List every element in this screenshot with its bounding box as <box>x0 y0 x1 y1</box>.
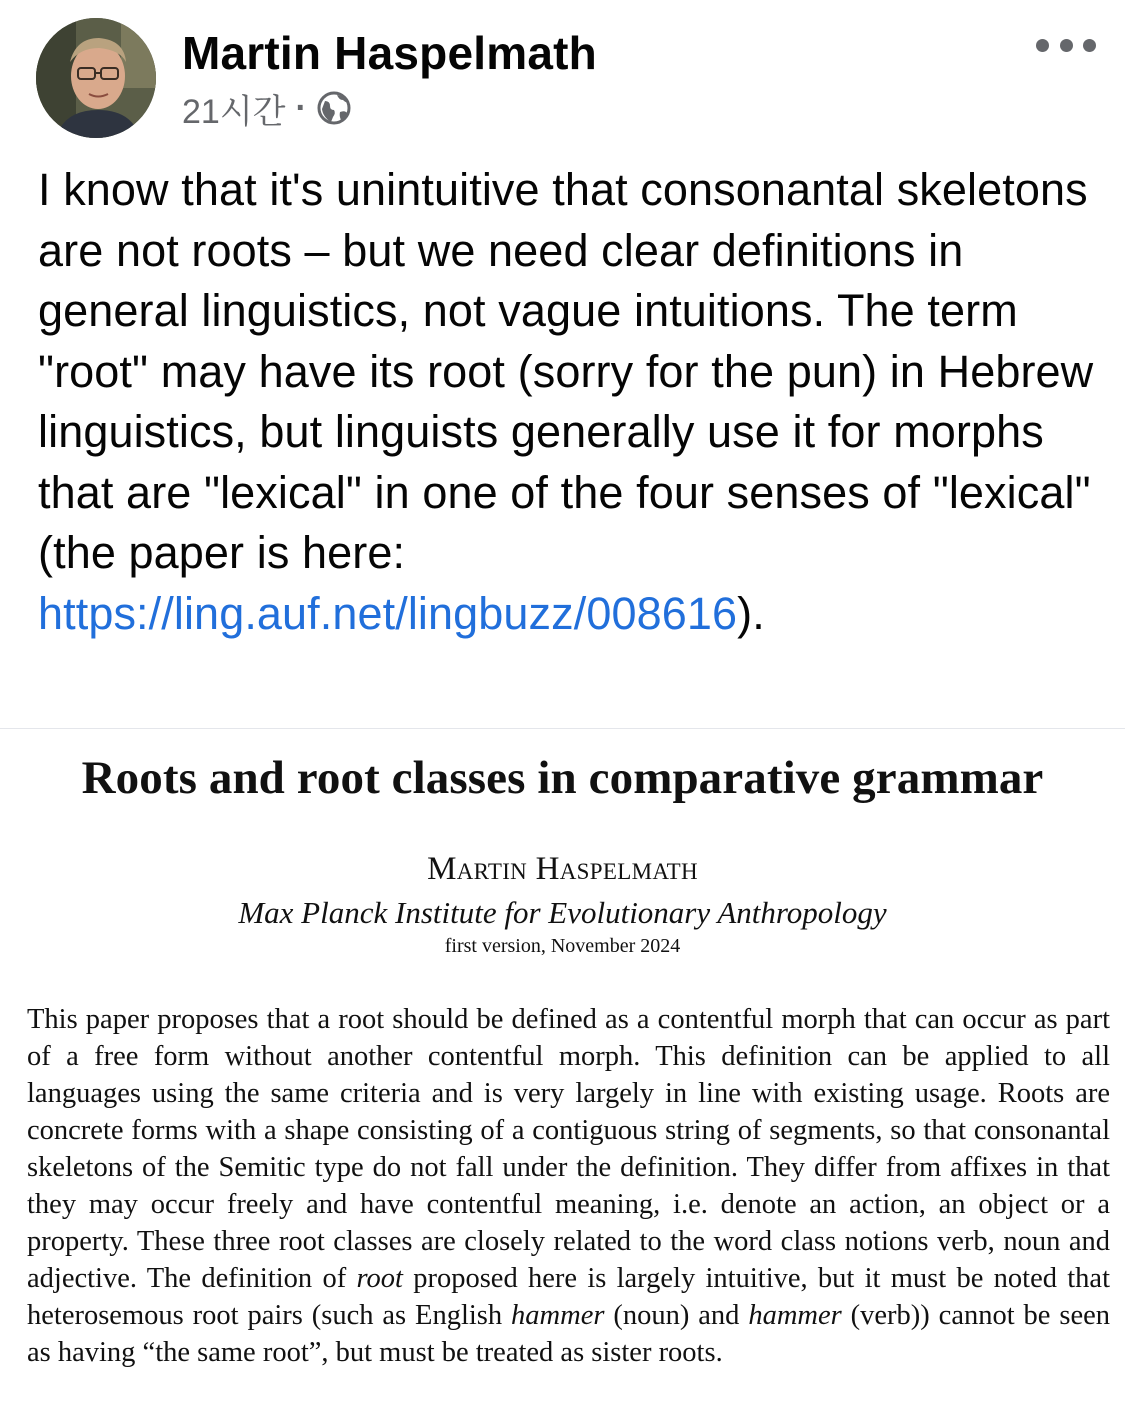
post-text-end: ). <box>737 587 765 639</box>
abstract-text-2: proposed here is largely intuitive, but it must be noted that heterosemous root pairs (such as English <box>27 1263 1110 1331</box>
post-meta <box>182 88 353 131</box>
paper-version: first version, November 2024 <box>444 935 681 957</box>
abstract-italic-root: root <box>356 1263 403 1294</box>
paper-abstract <box>27 1001 1110 1371</box>
globe-icon[interactable] <box>315 89 353 127</box>
paper-title: Roots and root classes in comparative grammar <box>81 752 1044 804</box>
abstract-italic-hammer-noun: hammer <box>511 1300 605 1331</box>
abstract-italic-hammer-verb: hammer <box>748 1300 842 1331</box>
author-name[interactable]: Martin Haspelmath <box>182 27 597 79</box>
paper-author: Martin Haspelmath <box>427 851 698 887</box>
meta-separator: · <box>295 88 307 127</box>
more-horizontal-icon[interactable] <box>1036 30 1096 60</box>
attached-paper-image[interactable] <box>0 728 1125 1422</box>
post-header <box>36 18 1096 140</box>
avatar-image <box>36 18 156 138</box>
avatar[interactable] <box>36 18 156 138</box>
post-text <box>38 160 1098 644</box>
paper-link[interactable]: https://ling.auf.net/lingbuzz/008616 <box>38 587 738 639</box>
paper-affiliation: Max Planck Institute for Evolutionary Anthropology <box>238 895 887 930</box>
abstract-text-3: (noun) and <box>604 1300 749 1331</box>
post-timestamp[interactable]: 21시간 <box>182 92 286 131</box>
abstract-text-1: This paper proposes that a root should be defined as a contentful morph that can occur as part of a free form without another contentful morph. This definition can be applied to all languages using the same criteria and is very largely in line with existing usage. Roots are concrete forms with a shape consisting of a contiguous string of segments, so that consonantal skeletons of the Semitic type do not fall under the definition. They differ from affixes in that they may occur freely and have contentful meaning, i.e. denote an action, an object or a property. These three root classes are closely related to the word class notions verb, noun and adjective. The definition of <box>27 1004 1110 1294</box>
abstract-text-4: (verb)) cannot be seen as having “the same root”, but must be treated as sister roots. <box>27 1300 1110 1368</box>
post-text-body: I know that it's unintuitive that consonantal skeletons are not roots – but we need clear definitions in general linguistics, not vague intuitions. The term "root" may have its root (sorry for the pun) in Hebrew linguistics, but linguists generally use it for morphs that are "lexical" in one of the four senses of "lexical" (the paper is here: <box>38 164 1094 578</box>
